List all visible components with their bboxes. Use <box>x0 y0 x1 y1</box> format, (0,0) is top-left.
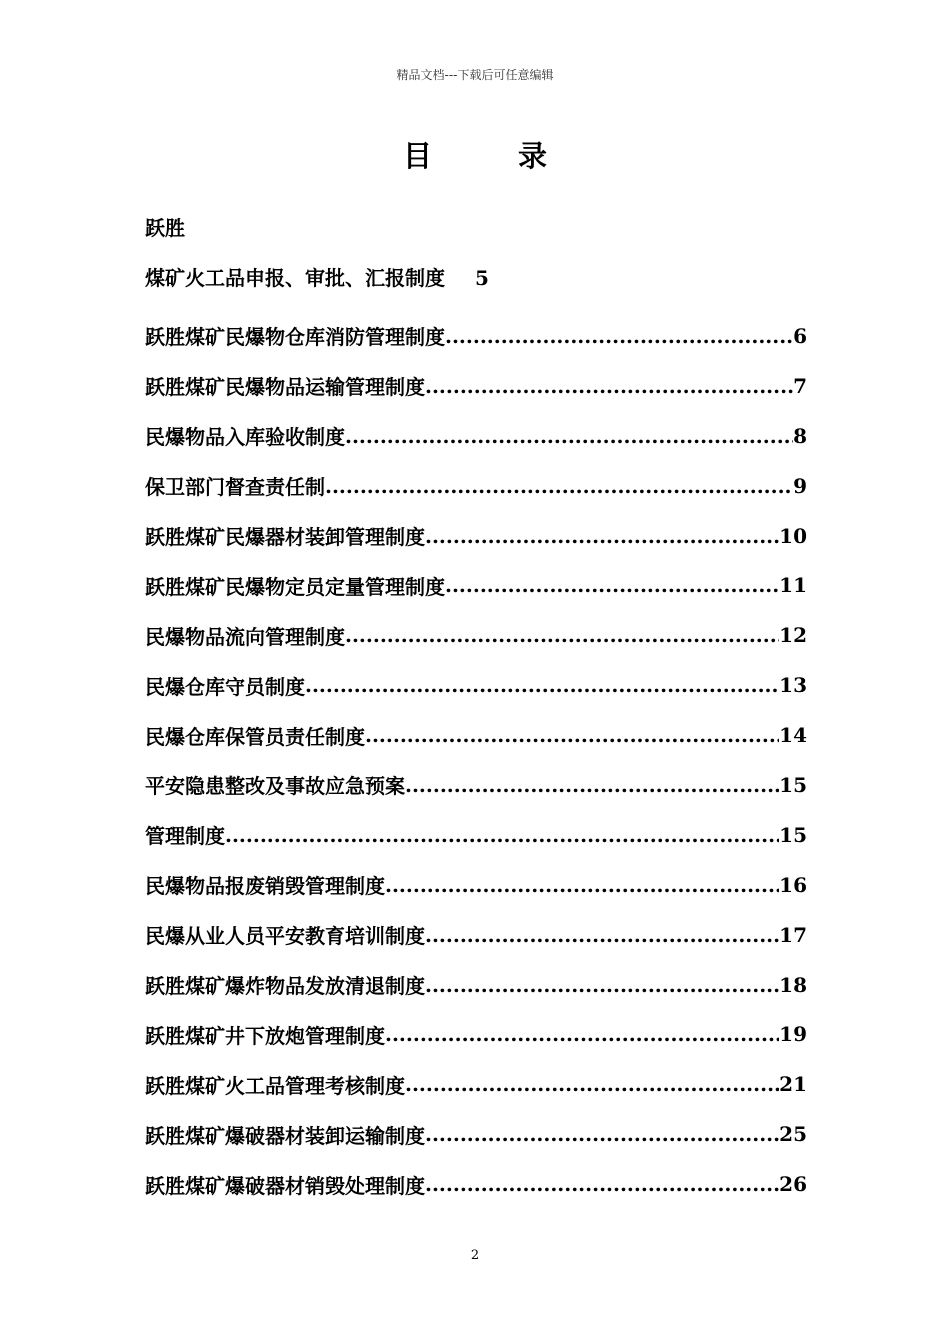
toc-entry-title: 民爆物品流向管理制度 <box>145 624 345 649</box>
toc-entry[interactable] <box>145 910 807 960</box>
toc-entry-page: 18 <box>779 972 807 997</box>
toc-entry[interactable] <box>145 1159 807 1209</box>
toc-entry-title: 跃胜煤矿爆破器材装卸运输制度 <box>145 1123 425 1148</box>
toc-entry-title: 跃胜煤矿井下放炮管理制度 <box>145 1023 385 1048</box>
toc-leader-dots <box>425 524 779 548</box>
toc-leader-dots <box>405 1072 779 1096</box>
toc-leader-dots <box>225 823 779 847</box>
toc-entry-page: 12 <box>779 623 807 648</box>
toc-leader-dots <box>425 923 779 947</box>
toc-entry-page: 25 <box>779 1122 807 1147</box>
toc-entry-title: 跃胜煤矿民爆物品运输管理制度 <box>145 375 425 400</box>
toc-entry[interactable] <box>145 610 807 660</box>
toc-leader-dots <box>345 424 793 448</box>
toc-entry[interactable] <box>145 860 807 910</box>
toc-leader-dots <box>365 723 779 747</box>
toc-first-entry[interactable] <box>145 262 489 291</box>
toc-entry-title: 跃胜煤矿爆炸物品发放清退制度 <box>145 974 425 999</box>
toc-leader-dots <box>445 324 793 348</box>
toc-entry-page: 8 <box>793 423 807 448</box>
toc-entry[interactable] <box>145 660 807 710</box>
toc-entry-title: 跃胜煤矿民爆物仓库消防管理制度 <box>145 325 445 350</box>
toc-entry[interactable] <box>145 1009 807 1059</box>
toc-leader-dots <box>425 973 779 997</box>
toc-entry-page: 16 <box>779 872 807 897</box>
section-heading: 跃胜 <box>145 216 185 240</box>
toc-entry-page: 15 <box>779 772 807 797</box>
toc-entry[interactable] <box>145 461 807 511</box>
toc-entry[interactable] <box>145 760 807 810</box>
toc-entry-title: 管理制度 <box>145 824 225 849</box>
toc-entry[interactable] <box>145 311 807 361</box>
toc-entry-page: 11 <box>779 573 807 598</box>
toc-entry-title: 民爆仓库守员制度 <box>145 674 305 699</box>
page-header: 精品文档---下载后可任意编辑 <box>396 68 554 82</box>
toc-entry[interactable] <box>145 960 807 1010</box>
toc-leader-dots <box>305 673 779 697</box>
toc-entry-title: 平安隐患整改及事故应急预案 <box>145 774 405 799</box>
toc-entry[interactable] <box>145 361 807 411</box>
toc-entry[interactable] <box>145 810 807 860</box>
title-char-1: 目 <box>402 139 432 173</box>
toc-entry-page: 19 <box>779 1022 807 1047</box>
toc-leader-dots <box>405 773 779 797</box>
toc-leader-dots <box>325 474 793 498</box>
toc-entry-page: 17 <box>779 922 807 947</box>
toc-entry-title: 民爆从业人员平安教育培训制度 <box>145 924 425 949</box>
toc-entry-title: 跃胜煤矿民爆物定员定量管理制度 <box>145 574 445 599</box>
toc-entry-title: 跃胜煤矿民爆器材装卸管理制度 <box>145 525 425 549</box>
toc-list <box>145 311 807 1209</box>
toc-leader-dots <box>425 1122 779 1146</box>
toc-entry[interactable] <box>145 710 807 760</box>
title-char-2: 录 <box>518 139 548 173</box>
toc-entry[interactable] <box>145 1109 807 1159</box>
toc-entry-title: 民爆仓库保管员责任制度 <box>145 724 365 749</box>
toc-entry-title: 保卫部门督查责任制 <box>145 475 325 500</box>
toc-leader-dots <box>385 1022 779 1046</box>
toc-entry-page: 26 <box>779 1172 807 1197</box>
toc-entry-title: 民爆物品入库验收制度 <box>145 425 345 450</box>
toc-leader-dots <box>385 873 779 897</box>
toc-entry-page: 14 <box>779 723 807 748</box>
toc-entry-page: 9 <box>793 473 807 498</box>
page-title <box>0 134 950 175</box>
toc-entry[interactable] <box>145 411 807 461</box>
toc-entry-title: 跃胜煤矿火工品管理考核制度 <box>145 1073 405 1098</box>
toc-entry[interactable] <box>145 1059 807 1109</box>
toc-entry-page: 13 <box>779 673 807 698</box>
toc-leader-dots <box>425 374 793 398</box>
toc-entry-page: 7 <box>793 373 807 398</box>
toc-entry-title: 民爆物品报废销毁管理制度 <box>145 874 385 899</box>
toc-entry-title: 跃胜煤矿爆破器材销毁处理制度 <box>145 1173 425 1198</box>
toc-leader-dots <box>345 623 779 647</box>
toc-entry-page: 21 <box>779 1072 807 1097</box>
toc-entry[interactable] <box>145 511 807 561</box>
toc-entry-page: 6 <box>793 323 807 348</box>
toc-entry[interactable] <box>145 560 807 610</box>
toc-entry-title: 煤矿火工品申报、审批、汇报制度 <box>145 266 445 290</box>
toc-leader-dots <box>425 1172 779 1196</box>
page-number: 2 <box>470 1248 480 1263</box>
toc-entry-page: 10 <box>779 523 807 548</box>
toc-leader-dots <box>445 573 779 597</box>
toc-entry-page: 5 <box>475 266 489 290</box>
toc-entry-page: 15 <box>779 822 807 847</box>
